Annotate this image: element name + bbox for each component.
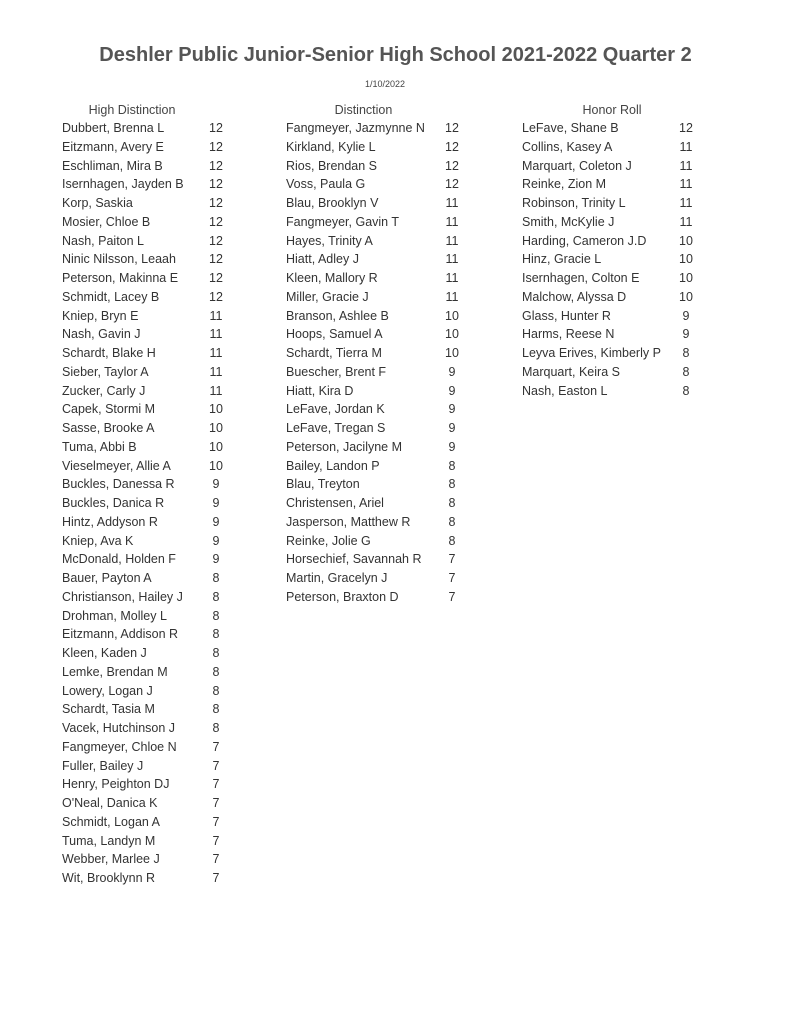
student-row [522, 157, 702, 176]
column-heading: Honor Roll [582, 103, 642, 117]
student-name: Blau, Treyton [286, 477, 360, 492]
student-grade: 12 [445, 121, 459, 135]
student-grade: 10 [209, 439, 223, 454]
student-grade: 10 [445, 327, 459, 342]
student-name: Buckles, Danica R [62, 496, 165, 510]
student-row [62, 569, 232, 588]
student-name: Marquart, Coleton J [522, 158, 632, 173]
student-row [62, 644, 232, 663]
student-row [286, 232, 476, 251]
student-name: McDonald, Holden F [62, 552, 176, 567]
student-grade: 10 [209, 421, 223, 435]
student-row [62, 813, 232, 832]
student-grade: 10 [445, 346, 459, 360]
student-row [62, 194, 232, 213]
student-grade: 7 [448, 571, 456, 585]
student-row [62, 175, 232, 194]
column-heading: High Distinction [88, 103, 176, 117]
student-name: Jasperson, Matthew R [286, 514, 411, 529]
student-row [62, 625, 232, 644]
student-grade: 8 [212, 702, 220, 717]
student-name: Isernhagen, Colton E [522, 271, 640, 285]
student-grade: 10 [679, 252, 693, 267]
student-grade: 10 [679, 289, 693, 304]
student-grade: 7 [448, 589, 456, 604]
student-name: Marquart, Keira S [522, 364, 620, 379]
student-name: Vacek, Hutchinson J [62, 721, 176, 735]
student-name: Glass, Hunter R [522, 308, 611, 323]
student-grade: 8 [682, 383, 690, 398]
student-name: LeFave, Shane B [522, 121, 619, 135]
student-grade: 9 [212, 496, 220, 510]
student-name: Hiatt, Adley J [286, 252, 359, 267]
student-grade: 9 [448, 364, 456, 379]
student-name: Tuma, Landyn M [62, 833, 156, 848]
student-grade: 9 [212, 514, 220, 529]
student-row [522, 250, 702, 269]
student-grade: 10 [445, 308, 459, 323]
student-grade: 12 [679, 121, 693, 135]
student-grade: 9 [448, 439, 456, 454]
student-name: Schardt, Tasia M [62, 702, 155, 717]
student-row [62, 119, 232, 138]
student-grade: 8 [448, 458, 456, 473]
student-grade: 12 [209, 139, 223, 154]
student-name: Hayes, Trinity A [286, 233, 373, 248]
student-name: Christensen, Ariel [286, 496, 384, 510]
student-name: Reinke, Zion M [522, 177, 607, 192]
student-row [62, 250, 232, 269]
student-name: Sasse, Brooke A [62, 421, 155, 435]
student-name: Kirkland, Kylie L [286, 139, 376, 154]
student-grade: 10 [209, 402, 223, 417]
student-row [62, 363, 232, 382]
student-name: Henry, Peighton DJ [62, 777, 170, 792]
student-row [286, 344, 476, 363]
student-grade: 8 [212, 664, 220, 679]
student-grade: 9 [448, 402, 456, 417]
student-grade: 11 [445, 233, 459, 248]
student-name: Bauer, Payton A [62, 571, 152, 585]
student-row [62, 850, 232, 869]
student-name: Christianson, Hailey J [62, 589, 183, 604]
student-grade: 12 [209, 158, 223, 173]
student-grade: 11 [445, 196, 459, 210]
student-grade: 7 [212, 758, 220, 773]
student-row [62, 663, 232, 682]
student-name: Lowery, Logan J [62, 683, 153, 698]
student-row [522, 194, 702, 213]
student-row [62, 138, 232, 157]
student-grade: 8 [448, 477, 456, 492]
student-row [522, 138, 702, 157]
student-row [286, 513, 476, 532]
student-name: Blau, Brooklyn V [286, 196, 379, 210]
student-list [62, 119, 232, 888]
student-name: Robinson, Trinity L [522, 196, 626, 210]
student-grade: 12 [445, 158, 459, 173]
student-name: Collins, Kasey A [522, 139, 613, 154]
student-grade: 9 [212, 477, 220, 492]
student-name: Hinz, Gracie L [522, 252, 602, 267]
student-grade: 11 [679, 214, 693, 229]
student-grade: 8 [212, 646, 220, 660]
student-grade: 11 [445, 214, 459, 229]
student-name: Zucker, Carly J [62, 383, 146, 398]
student-row [286, 213, 476, 232]
student-row [522, 269, 702, 288]
student-name: Mosier, Chloe B [62, 214, 151, 229]
student-row [286, 550, 476, 569]
student-row [62, 307, 232, 326]
student-name: Vieselmeyer, Allie A [62, 458, 171, 473]
student-grade: 12 [445, 139, 459, 154]
student-row [522, 307, 702, 326]
student-row [62, 157, 232, 176]
student-row [62, 269, 232, 288]
student-grade: 9 [212, 533, 220, 548]
student-grade: 12 [209, 177, 223, 192]
student-grade: 11 [679, 158, 693, 173]
student-row [522, 213, 702, 232]
student-name: Sieber, Taylor A [62, 364, 149, 379]
student-grade: 11 [209, 383, 223, 398]
student-name: Fuller, Bailey J [62, 758, 144, 773]
student-grade: 12 [209, 214, 223, 229]
student-grade: 12 [209, 233, 223, 248]
student-row [62, 700, 232, 719]
student-grade: 11 [679, 177, 693, 192]
student-grade: 7 [212, 814, 220, 829]
student-row [62, 682, 232, 701]
student-row [286, 119, 476, 138]
student-name: Miller, Gracie J [286, 289, 369, 304]
student-row [286, 382, 476, 401]
student-row [286, 307, 476, 326]
student-row [286, 532, 476, 551]
student-row [522, 344, 702, 363]
student-grade: 11 [679, 196, 693, 210]
student-grade: 12 [209, 289, 223, 304]
student-row [62, 457, 232, 476]
student-name: Schmidt, Lacey B [62, 289, 160, 304]
student-grade: 9 [448, 383, 456, 398]
student-name: Leyva Erives, Kimberly P [522, 346, 661, 360]
student-row [62, 738, 232, 757]
student-name: Lemke, Brendan M [62, 664, 168, 679]
student-grade: 11 [445, 252, 459, 267]
student-grade: 8 [448, 533, 456, 548]
student-row [286, 400, 476, 419]
student-grade: 11 [209, 308, 223, 323]
student-name: Wit, Brooklynn R [62, 871, 156, 885]
student-row [522, 175, 702, 194]
student-list [286, 119, 476, 607]
student-grade: 12 [209, 252, 223, 267]
student-grade: 8 [448, 514, 456, 529]
page-title: Deshler Public Junior-Senior High School 2021-2022 Quarter 2 [99, 44, 692, 66]
student-name: Korp, Saskia [62, 196, 133, 210]
student-name: Kleen, Mallory R [286, 271, 378, 285]
student-list [522, 119, 702, 400]
student-grade: 9 [682, 308, 690, 323]
student-grade: 7 [212, 833, 220, 848]
student-grade: 11 [679, 139, 693, 154]
student-grade: 9 [212, 552, 220, 567]
student-row [62, 607, 232, 626]
student-row [286, 475, 476, 494]
student-grade: 11 [445, 271, 459, 285]
student-name: Smith, McKylie J [522, 214, 615, 229]
student-row [286, 569, 476, 588]
student-name: Harms, Reese N [522, 327, 615, 342]
student-name: Ninic Nilsson, Leaah [62, 252, 176, 267]
student-name: Nash, Gavin J [62, 327, 141, 342]
student-row [62, 325, 232, 344]
student-name: Fangmeyer, Chloe N [62, 739, 177, 754]
student-row [62, 382, 232, 401]
student-grade: 11 [209, 327, 223, 342]
student-row [522, 232, 702, 251]
student-row [62, 475, 232, 494]
student-row [62, 438, 232, 457]
student-grade: 8 [212, 721, 220, 735]
student-row [62, 400, 232, 419]
student-name: Eitzmann, Avery E [62, 139, 164, 154]
student-row [62, 719, 232, 738]
student-row [286, 494, 476, 513]
student-grade: 8 [212, 608, 220, 623]
student-name: Buckles, Danessa R [62, 477, 175, 492]
student-name: Hintz, Addyson R [62, 514, 158, 529]
student-grade: 10 [679, 271, 693, 285]
student-row [62, 288, 232, 307]
student-row [62, 794, 232, 813]
student-row [286, 194, 476, 213]
student-row [522, 382, 702, 401]
student-row [522, 363, 702, 382]
student-row [62, 344, 232, 363]
student-name: Kleen, Kaden J [62, 646, 147, 660]
student-grade: 7 [212, 739, 220, 754]
distinction-column [286, 101, 476, 607]
student-name: Kniep, Bryn E [62, 308, 139, 323]
student-name: Fangmeyer, Gavin T [286, 214, 400, 229]
student-name: Hoops, Samuel A [286, 327, 383, 342]
student-grade: 10 [679, 233, 693, 248]
student-name: Drohman, Molley L [62, 608, 167, 623]
student-name: Webber, Marlee J [62, 852, 160, 867]
student-row [62, 419, 232, 438]
student-name: Nash, Easton L [522, 383, 608, 398]
student-grade: 11 [445, 289, 459, 304]
student-row [62, 232, 232, 251]
student-grade: 12 [445, 177, 459, 192]
student-name: Eschliman, Mira B [62, 158, 163, 173]
student-row [286, 288, 476, 307]
student-grade: 8 [682, 364, 690, 379]
student-name: Hiatt, Kira D [286, 383, 354, 398]
student-row [286, 419, 476, 438]
student-row [286, 175, 476, 194]
student-name: O'Neal, Danica K [62, 796, 158, 810]
report-date: 1/10/2022 [364, 79, 406, 89]
student-row [62, 588, 232, 607]
student-grade: 12 [209, 271, 223, 285]
student-row [286, 438, 476, 457]
student-row [286, 157, 476, 176]
student-name: Dubbert, Brenna L [62, 121, 165, 135]
student-name: Voss, Paula G [286, 177, 366, 192]
student-grade: 11 [209, 364, 223, 379]
student-grade: 7 [212, 852, 220, 867]
student-row [522, 325, 702, 344]
student-row [286, 588, 476, 607]
student-name: Harding, Cameron J.D [522, 233, 647, 248]
student-row [62, 550, 232, 569]
student-name: LeFave, Tregan S [286, 421, 386, 435]
student-name: Rios, Brendan S [286, 158, 378, 173]
student-name: Isernhagen, Jayden B [62, 177, 184, 192]
student-name: Tuma, Abbi B [62, 439, 137, 454]
student-row [522, 288, 702, 307]
student-row [62, 832, 232, 851]
column-heading: Distinction [334, 103, 393, 117]
student-name: Schardt, Blake H [62, 346, 156, 360]
student-grade: 8 [212, 589, 220, 604]
student-grade: 11 [209, 346, 223, 360]
student-name: Eitzmann, Addison R [62, 627, 179, 642]
student-grade: 12 [209, 121, 223, 135]
student-name: Reinke, Jolie G [286, 533, 371, 548]
student-row [286, 363, 476, 382]
student-grade: 7 [212, 796, 220, 810]
student-row [286, 269, 476, 288]
student-row [62, 494, 232, 513]
student-name: Malchow, Alyssa D [522, 289, 627, 304]
student-grade: 8 [682, 346, 690, 360]
student-row [62, 213, 232, 232]
student-name: Peterson, Braxton D [286, 589, 399, 604]
student-row [286, 457, 476, 476]
student-name: Horsechief, Savannah R [286, 552, 422, 567]
student-row [62, 757, 232, 776]
student-row [522, 119, 702, 138]
student-grade: 9 [682, 327, 690, 342]
student-name: Nash, Paiton L [62, 233, 144, 248]
student-row [286, 138, 476, 157]
student-row [62, 869, 232, 888]
student-grade: 8 [448, 496, 456, 510]
student-name: Peterson, Jacilyne M [286, 439, 403, 454]
student-grade: 10 [209, 458, 223, 473]
student-name: Schmidt, Logan A [62, 814, 160, 829]
student-row [62, 513, 232, 532]
student-name: Kniep, Ava K [62, 533, 134, 548]
high-distinction-column [62, 101, 232, 888]
student-name: Branson, Ashlee B [286, 308, 389, 323]
student-grade: 7 [212, 871, 220, 885]
student-row [62, 532, 232, 551]
student-row [286, 250, 476, 269]
student-grade: 9 [448, 421, 456, 435]
student-name: Peterson, Makinna E [62, 271, 179, 285]
student-grade: 12 [209, 196, 223, 210]
student-name: Bailey, Landon P [286, 458, 380, 473]
student-grade: 7 [448, 552, 456, 567]
student-grade: 7 [212, 777, 220, 792]
student-grade: 8 [212, 571, 220, 585]
student-name: Schardt, Tierra M [286, 346, 382, 360]
student-row [62, 775, 232, 794]
student-row [286, 325, 476, 344]
student-name: Buescher, Brent F [286, 364, 387, 379]
student-name: LeFave, Jordan K [286, 402, 385, 417]
student-grade: 8 [212, 627, 220, 642]
student-grade: 8 [212, 683, 220, 698]
honor-roll-column [522, 101, 702, 400]
student-name: Martin, Gracelyn J [286, 571, 388, 585]
student-name: Fangmeyer, Jazmynne N [286, 121, 425, 135]
student-name: Capek, Stormi M [62, 402, 156, 417]
